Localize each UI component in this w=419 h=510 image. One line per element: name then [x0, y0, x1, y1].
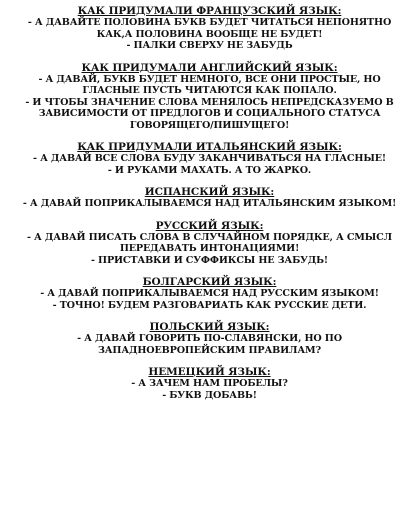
- section-line: - А ДАВАЙ, БУКВ БУДЕТ НЕМНОГО, ВСЕ ОНИ ПРОСТЫЕ, НО: [38, 73, 381, 85]
- section-german: [4, 366, 415, 401]
- section-line: - А ДАВАЙТЕ ПОЛОВИНА БУКВ БУДЕТ ЧИТАТЬСЯ НЕПОНЯТНО: [27, 17, 392, 28]
- section-heading: БОЛГАРСКИЙ ЯЗЫК:: [142, 276, 277, 288]
- section-line: КАК,А ПОЛОВИНА ВООБЩЕ НЕ БУДЕТ!: [96, 28, 323, 40]
- section-line: - А ДАВАЙ ГОВОРИТЬ ПО-СЛАВЯНСКИ, НО ПО: [77, 333, 342, 344]
- section-heading: КАК ПРИДУМАЛИ АНГЛИЙСКИЙ ЯЗЫК:: [81, 61, 338, 74]
- section-line: - И ЧТОБЫ ЗНАЧЕНИЕ СЛОВА МЕНЯЛОСЬ НЕПРЕДСКАЗУЕМО В: [25, 96, 394, 108]
- section-line: ЗАПАДНОЕВРОПЕЙСКИМ ПРАВИЛАМ?: [98, 344, 321, 356]
- section-bulgarian: [4, 276, 415, 311]
- section-line: - БУКВ ДОБАВЬ!: [162, 389, 257, 401]
- section-line: - ТОЧНО! БУДЕМ РАЗГОВАРИАТЬ КАК РУССКИЕ ДЕТИ.: [52, 299, 367, 311]
- section-heading: ПОЛЬСКИЙ ЯЗЫК:: [149, 321, 270, 333]
- section-line: ГЛАСНЫЕ ПУСТЬ ЧИТАЮТСЯ КАК ПОПАЛО.: [82, 85, 337, 96]
- section-line: - ПРИСТАВКИ И СУФФИКСЫ НЕ ЗАБУДЬ!: [91, 254, 328, 266]
- section-french: [4, 5, 415, 52]
- section-english: [4, 62, 415, 132]
- section-heading: ИСПАНСКИЙ ЯЗЫК:: [144, 186, 275, 198]
- section-spanish: [4, 186, 415, 210]
- section-heading: РУССКИЙ ЯЗЫК:: [155, 219, 264, 232]
- section-line: - А ДАВАЙ ПИСАТЬ СЛОВА В СЛУЧАЙНОМ ПОРЯДКЕ, А СМЫСЛ: [27, 231, 392, 243]
- section-line: ГОВОРЯЩЕГО/ПИШУЩЕГО!: [129, 119, 290, 131]
- section-line: - И РУКАМИ МАХАТЬ. А ТО ЖАРКО.: [107, 164, 312, 176]
- section-line: - А ДАВАЙ ПОПРИКАЛЫВАЕМСЯ НАД ИТАЛЬЯНСКИМ ЯЗЫКОМ!: [22, 198, 397, 209]
- section-line: ЗАВИСИМОСТИ ОТ ПРЕДЛОГОВ И СОЦИАЛЬНОГО СТАТУСА: [38, 108, 381, 119]
- section-line: - ПАЛКИ СВЕРХУ НЕ ЗАБУДЬ: [126, 40, 293, 51]
- section-polish: [4, 321, 415, 356]
- section-italian: [4, 141, 415, 176]
- section-line: ПЕРЕДАВАТЬ ИНТОНАЦИЯМИ!: [119, 243, 300, 254]
- section-line: - А ДАВАЙ ВСЕ СЛОВА БУДУ ЗАКАНЧИВАТЬСЯ НА ГЛАСНЫЕ!: [33, 153, 386, 164]
- section-line: - А ДАВАЙ ПОПРИКАЛЫВАЕМСЯ НАД РУССКИМ ЯЗЫКОМ!: [40, 288, 379, 299]
- section-russian: [4, 220, 415, 267]
- section-line: - А ЗАЧЕМ НАМ ПРОБЕЛЫ?: [131, 378, 288, 389]
- section-heading: КАК ПРИДУМАЛИ ИТАЛЬЯНСКИЙ ЯЗЫК:: [77, 141, 342, 153]
- section-heading: КАК ПРИДУМАЛИ ФРАНЦУЗСКИЙ ЯЗЫК:: [77, 5, 342, 17]
- section-heading: НЕМЕЦКИЙ ЯЗЫК:: [148, 366, 271, 378]
